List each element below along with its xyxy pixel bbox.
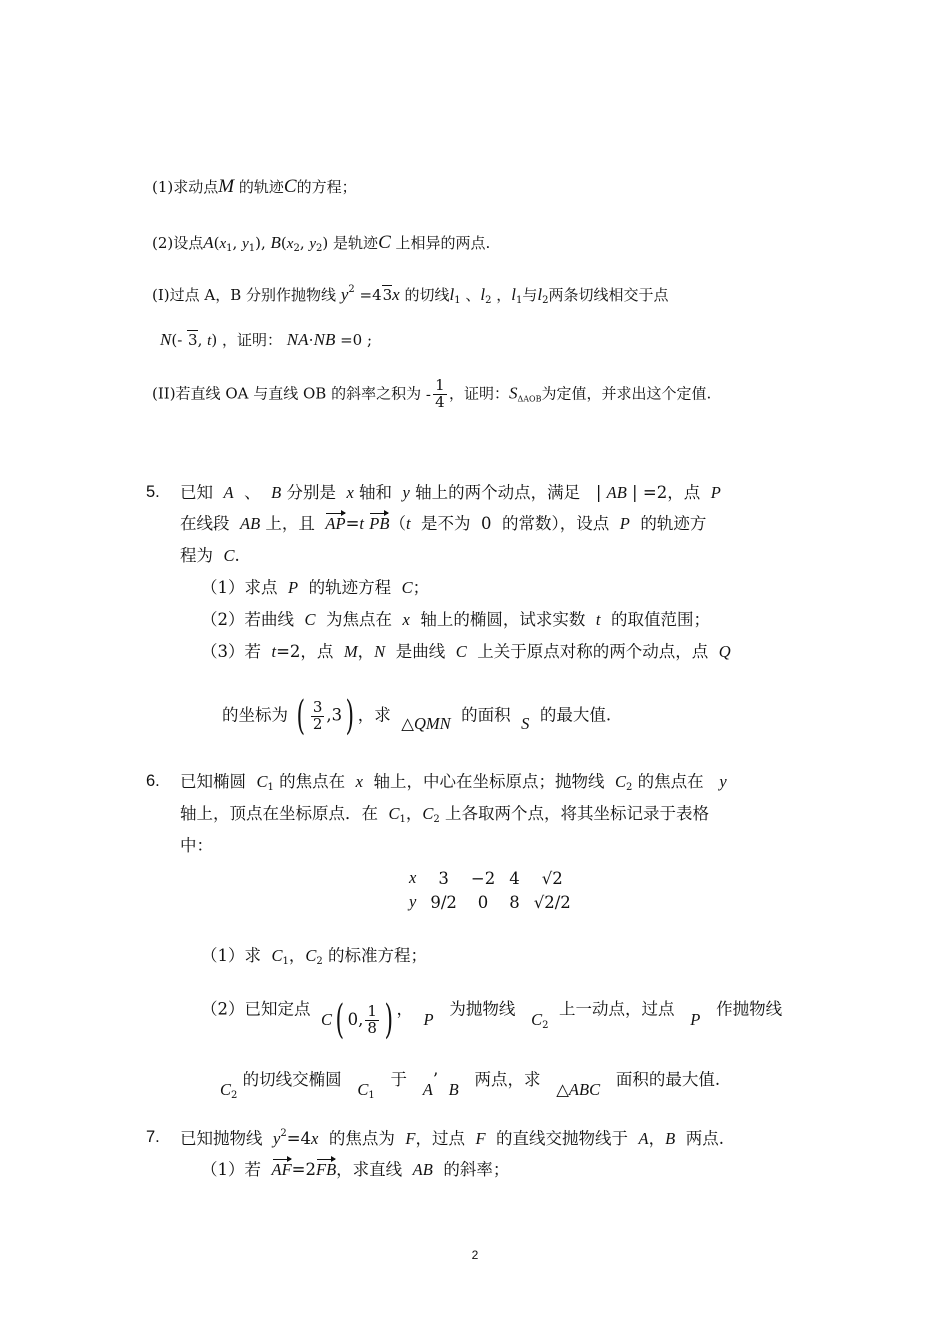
- q4-part-I: (I)过点 A，B 分别作抛物线 $y^2 =43x$ 的切线$l_1$ 、$l_2$ ，$l_1$与$l_2$两条切线相交于点: [152, 284, 669, 306]
- q5-number: 5.: [146, 483, 160, 501]
- table-cell: y: [409, 892, 417, 911]
- q6-line2: 轴上，顶点在坐标原点．在 $C_1$，$C_2$ 上各取两个点，将其坐标记录于表格: [180, 804, 710, 825]
- q7-number: 7.: [146, 1128, 160, 1146]
- q5-sub3-line2: 的坐标为 ( $\frac{3}{2}$ ,3) ，求 △QMN 的面积 S 的最大值.: [222, 693, 612, 739]
- table-cell: −2: [470, 868, 496, 888]
- q4-part1: (1)求动点M 的轨迹C的方程；: [152, 176, 357, 197]
- q4-part2: (2)设点$A(x_1$, $y_1$), $B(x_2$, $y_2$) 是轨迹C 上相异的两点.: [152, 232, 491, 254]
- q6-number: 6.: [146, 772, 160, 790]
- q5-line3: 程为 C.: [180, 546, 240, 565]
- table-cell: 4: [509, 868, 520, 888]
- table-cell: 8: [509, 892, 520, 912]
- q5-line2: 在线段 AB 上，且 AP=t PB（t 是不为 0 的常数），设点 P 的轨迹方: [180, 514, 707, 533]
- table-cell: √2/2: [533, 892, 571, 912]
- q6-coordinate-table: [402, 866, 578, 914]
- table-cell: x: [409, 868, 417, 887]
- q5-sub3: （3）若 t=2，点 M，N 是曲线 C 上关于原点对称的两个动点，点 Q: [201, 642, 731, 661]
- table-cell: √2: [541, 868, 563, 888]
- q6-line3: 中：: [180, 836, 213, 855]
- q7-sub1: （1）若 AF=2FB，求直线 AB 的斜率；: [201, 1160, 510, 1179]
- table-row: [402, 866, 578, 890]
- table-cell: 3: [438, 868, 449, 888]
- table-cell: 9/2: [430, 892, 457, 912]
- q5-line1: 已知 A 、 B 分别是 x 轴和 y 轴上的两个动点，满足 | AB | =2，点 P: [180, 483, 721, 502]
- table-cell: 0: [477, 892, 489, 912]
- q6-sub2-line2: $C_2$ 的切线交椭圆 $C_1$ 于 A’ B 两点，求 △ABC 面积的最大值.: [220, 1070, 721, 1101]
- table-row: [402, 890, 578, 914]
- q6-sub2: （2）已知定点 C( 0, $\frac{1}{8}$ ) ， P 为抛物线 $C_2$ 上一动点，过点 P 作抛物线: [201, 997, 783, 1043]
- page-number: 2: [471, 1248, 479, 1262]
- q4-part-II: (II)若直线 OA 与直线 OB 的斜率之积为 - $\frac{1}{4}$ ，证明：$S_{\Delta AOB}$为定值，并求出这个定值.: [152, 376, 712, 411]
- q6-sub1: （1）求 $C_1$，$C_2$ 的标准方程；: [201, 946, 428, 967]
- q7-line1: 已知抛物线 $y^2=4x$ 的焦点为 F，过点 F 的直线交抛物线于 A，B 两点.: [180, 1128, 724, 1148]
- q6-line1: 已知椭圆 $C_1$ 的焦点在 x 轴上，中心在坐标原点；抛物线 $C_2$ 的焦点在 y: [180, 772, 727, 793]
- q5-sub2: （2）若曲线 C 为焦点在 x 轴上的椭圆，试求实数 t 的取值范围；: [201, 610, 710, 629]
- q4-part-I-line2: N(- 3, t) ，证明： NA⋅NB =0 ;: [160, 330, 373, 349]
- q5-sub1: （1）求点 P 的轨迹方程 C；: [201, 578, 430, 597]
